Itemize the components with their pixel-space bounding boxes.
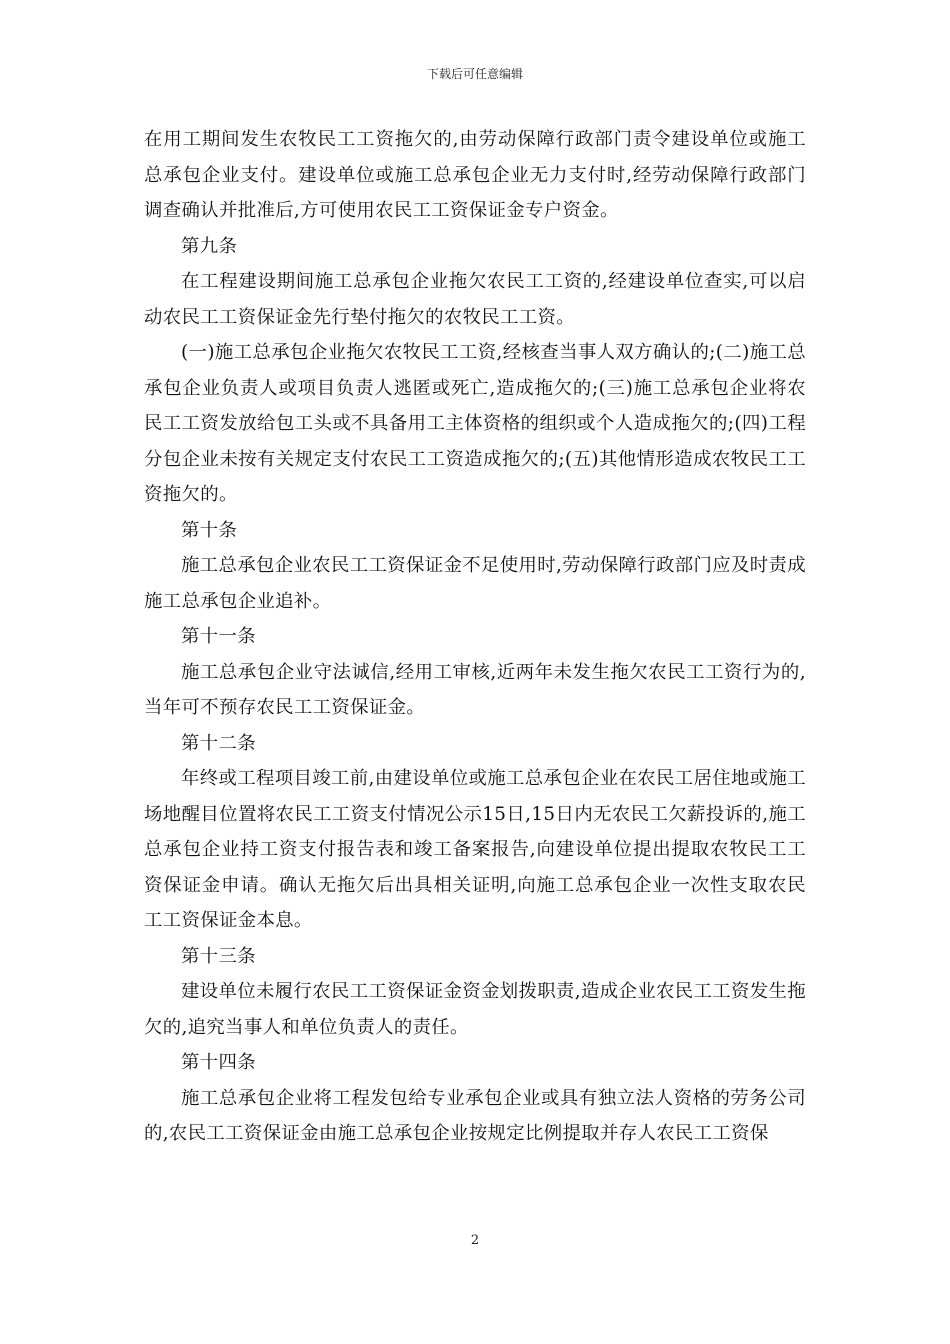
article-12-heading: 第十二条: [181, 732, 256, 754]
article-14-paragraph: 施工总承包企业将工程发包给专业承包企业或具有独立法人资格的劳务公司的,农民工工资保证金由施工总承包企业按规定比例提取并存人农民工工资保: [144, 1087, 806, 1144]
article-10-paragraph: 施工总承包企业农民工工资保证金不足使用时,劳动保障行政部门应及时责成施工总承包企业追补。: [144, 555, 806, 612]
article-14-heading: 第十四条: [181, 1052, 256, 1073]
article-10-heading: 第十条: [181, 519, 238, 541]
article-11-paragraph: 施工总承包企业守法诚信,经用工审核,近两年未发生拖欠农民工工资行为的,当年可不预存农民工工资保证金。: [144, 661, 806, 718]
article-13-paragraph: 建设单位未履行农民工工资保证金资金划拨职责,造成企业农民工工资发生拖欠的,追究当事人和单位负责人的责任。: [144, 981, 806, 1038]
article-12-paragraph: 年终或工程项目竣工前,由建设单位或施工总承包企业在农民工居住地或施工场地醒目位置将农民工工资支付情况公示15日,15日内无农民工欠薪投诉的,施工总承包企业持工资支付报告表和竣工备案报告,向建设单位提出提取农牧民工工资保证金申请。确认无拖欠后出具相关证明,向施工总承包企业一次性支取农民工工资保证金本息。: [144, 768, 806, 931]
page-number: 2: [470, 1233, 480, 1248]
article-9-paragraph-2: (一)施工总承包企业拖欠农牧民工工资,经核查当事人双方确认的;(二)施工总承包企业负责人或项目负责人逃匿或死亡,造成拖欠的;(三)施工总承包企业将农民工工资发放给包工头或不具备用工主体资格的组织或个人造成拖欠的;(四)工程分包企业未按有关规定支付农民工工资造成拖欠的;(五)其他情形造成农牧民工工资拖欠的。: [144, 342, 806, 505]
page-header: 下载后可任意编辑: [426, 67, 523, 81]
article-13-heading: 第十三条: [181, 945, 256, 967]
article-11-heading: 第十一条: [181, 626, 256, 647]
document-body: [144, 122, 806, 1152]
paragraph-continued: 在用工期间发生农牧民工工资拖欠的,由劳动保障行政部门责令建设单位或施工总承包企业支付。建设单位或施工总承包企业无力支付时,经劳动保障行政部门调查确认并批准后,方可使用农民工工资保证金专户资金。: [144, 129, 806, 221]
article-9-heading: 第九条: [181, 235, 238, 257]
article-9-paragraph-1: 在工程建设期间施工总承包企业拖欠农民工工资的,经建设单位查实,可以启动农民工工资保证金先行垫付拖欠的农牧民工工资。: [144, 271, 806, 328]
